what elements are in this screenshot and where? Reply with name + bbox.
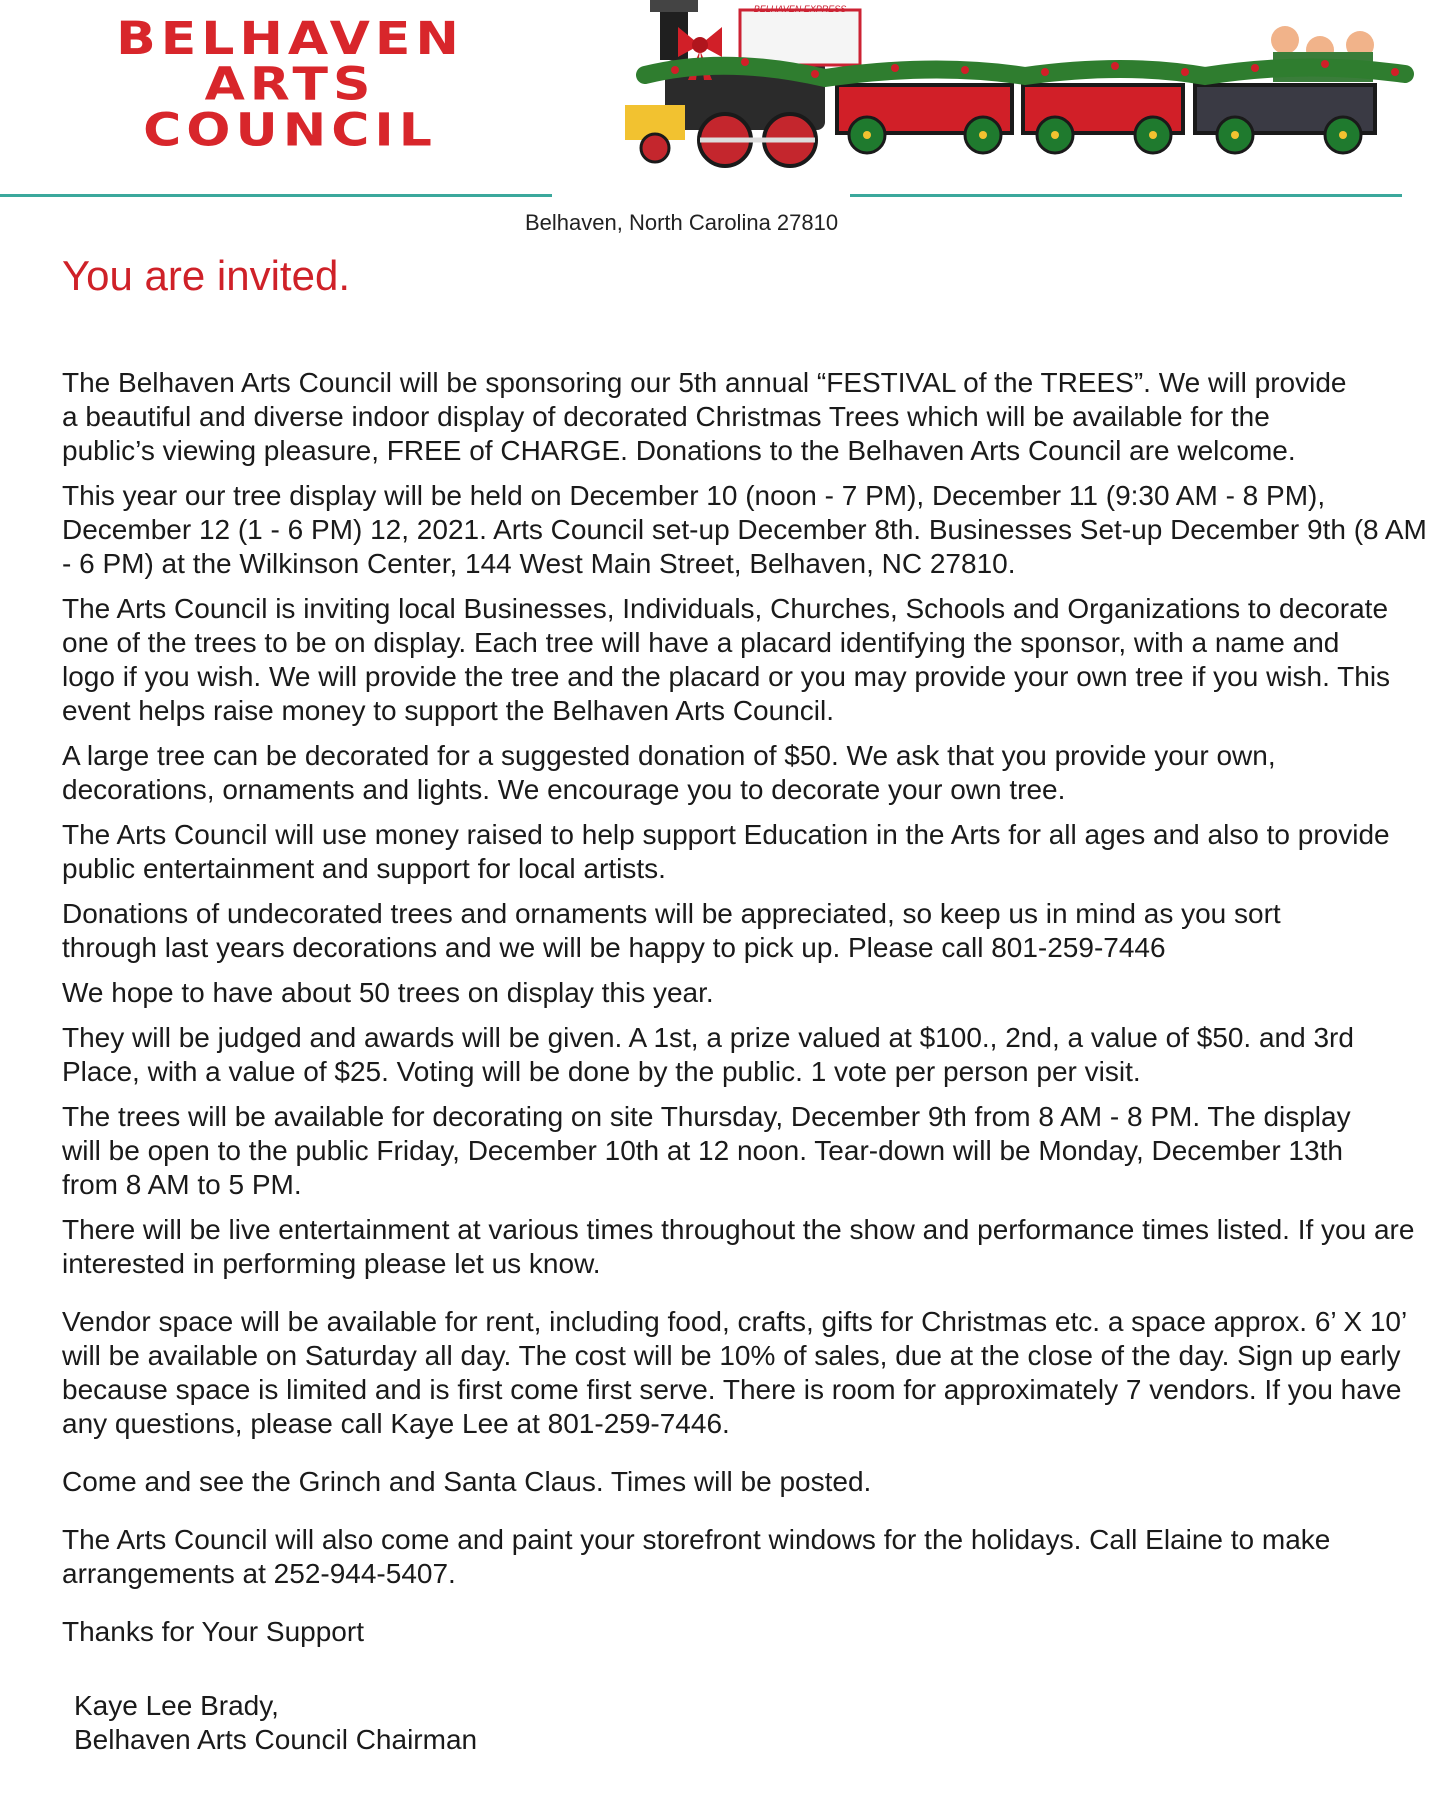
locomotive-smokestack-cap (650, 0, 698, 12)
locomotive-wheel (641, 134, 669, 162)
paragraph-thanks: Thanks for Your Support (62, 1616, 364, 1647)
paragraph-vendor-space: Vendor space will be available for rent, including food, crafts, gifts for Christmas etc. a space approx. 6’ X 10’ will be available on Saturday all day. The cost will be 10% of sales, due at the close of the day. Sign up early because space is limited and is first come first serve. There is room for approximately 7 vendors. If you have any questions, please call Kaye Lee at 801-259-7446. (62, 1306, 1407, 1439)
paragraph-grinch-santa: Come and see the Grinch and Santa Claus. Times will be posted. (62, 1466, 872, 1497)
paragraph-invite-sponsors: The Arts Council is inviting local Businesses, Individuals, Churches, Schools and Organizations to decorate one of the trees to be on display. Each tree will have a placard identifying the sponsor, with a name and logo if you wish. We will provide the tree and the placard or you may provide your own tree if you wish. This event helps raise money to support the Belhaven Arts Council. (62, 593, 1391, 726)
paragraph-judging-awards: They will be judged and awards will be given. A 1st, a prize valued at $100., 2nd, a value of $50. and 3rd Place, with a value of $25. Voting will be done by the public. 1 vote per person per visit. (62, 1022, 1354, 1087)
org-logo-text (30, 12, 550, 157)
train-banner-text: BELHAVEN EXPRESS (753, 4, 847, 14)
locomotive-cab (740, 10, 860, 65)
paragraph-festival-intro: The Belhaven Arts Council will be sponsoring our 5th annual “FESTIVAL of the TREES”. We will provide a beautiful and diverse indoor display of decorated Christmas Trees which will be available for the public’s viewing pleasure, FREE of CHARGE. Donations to the Belhaven Arts Council are welcome. (62, 367, 1347, 466)
org-name-line-2: ARTS (204, 58, 376, 112)
invitation-body (62, 366, 1440, 1768)
invitation-heading: You are invited. (62, 252, 350, 299)
paragraph-donations: Donations of undecorated trees and ornaments will be appreciated, so keep us in mind as you sort through last years decorations and we will be happy to pick up. Please call 801-259-7446 (62, 898, 1281, 963)
org-name-line-3: COUNCIL (143, 104, 437, 157)
paragraph-large-tree-donation: A large tree can be decorated for a suggested donation of $50. We ask that you provide your own, decorations, ornaments and lights. We encourage you to decorate your own tree. (62, 740, 1276, 805)
header-rule-left (0, 194, 552, 197)
paragraph-decorating-schedule: The trees will be available for decorating on site Thursday, December 9th from 8 AM - 8 PM. The display will be open to the public Friday, December 10th at 12 noon. Tear-down will be Monday, December 13th from 8 AM to 5 PM. (62, 1101, 1351, 1200)
paragraph-money-use: The Arts Council will use money raised to help support Education in the Arts for all ages and also to provide public entertainment and support for local artists. (62, 819, 1390, 884)
paragraph-entertainment: There will be live entertainment at various times throughout the show and performance times listed. If you are interested in performing please let us know. (62, 1214, 1415, 1279)
paragraph-display-dates: This year our tree display will be held on December 10 (noon - 7 PM), December 11 (9:30 AM - 8 PM), December 12 (1 - 6 PM) 12, 2021. Arts Council set-up December 8th. Businesses Set-up December 9th (8 AM - 6 PM) at the Wilkinson Center, 144 West Main Street, Belhaven, NC 27810. (62, 480, 1427, 579)
signature-block (74, 1689, 1440, 1757)
org-name-line-1: BELHAVEN (116, 12, 464, 66)
signature-title: Belhaven Arts Council Chairman (74, 1724, 478, 1755)
paragraph-storefront-painting: The Arts Council will also come and paint your storefront windows for the holidays. Call Elaine to make arrangements at 252-944-5407. (62, 1524, 1331, 1589)
christmas-train-illustration (605, 0, 1415, 170)
council-address: Belhaven, North Carolina 27810 (525, 210, 839, 235)
holly-garland (645, 66, 1405, 78)
header-rule-right (850, 194, 1402, 197)
signature-name: Kaye Lee Brady, (74, 1690, 279, 1721)
paragraph-tree-count: We hope to have about 50 trees on display this year. (62, 977, 714, 1008)
